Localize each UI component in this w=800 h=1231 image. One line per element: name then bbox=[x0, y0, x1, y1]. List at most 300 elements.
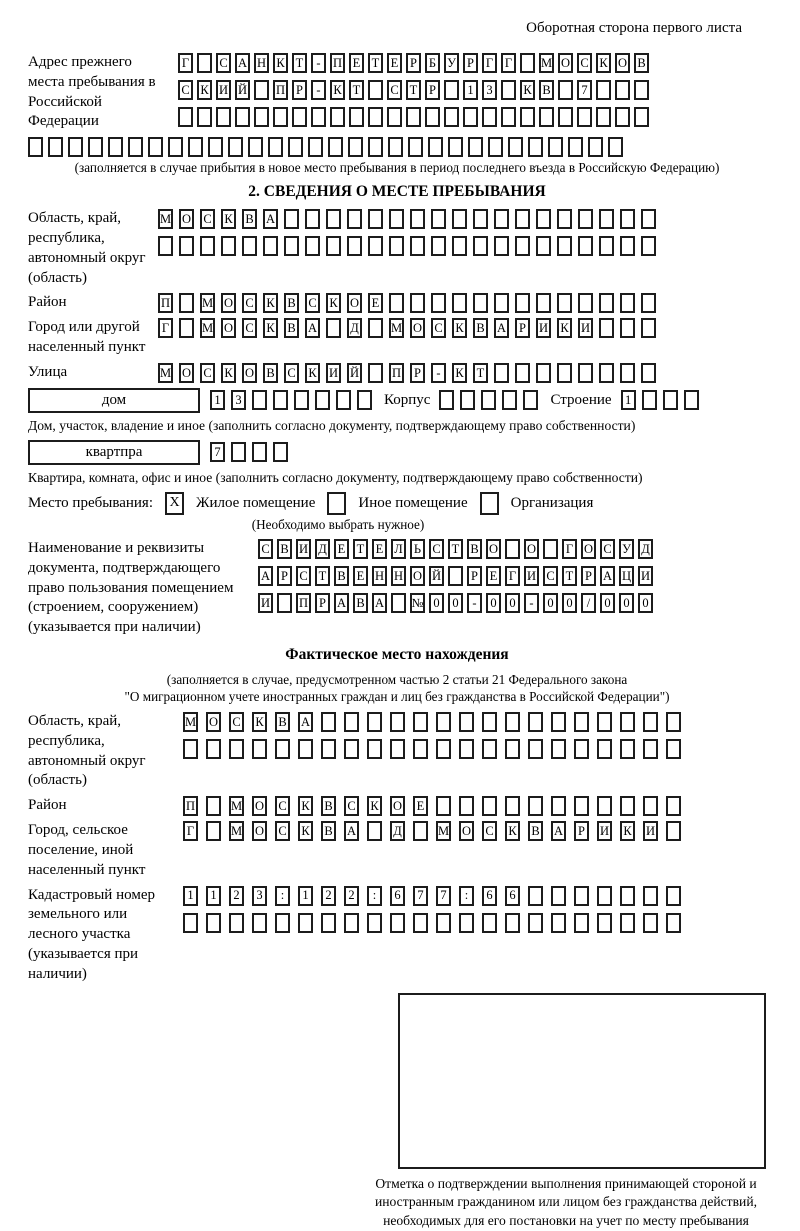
char-box[interactable] bbox=[551, 739, 566, 759]
char-box[interactable]: А bbox=[298, 712, 313, 732]
char-box[interactable] bbox=[578, 209, 593, 229]
char-box[interactable]: С bbox=[275, 821, 290, 841]
char-box[interactable] bbox=[620, 739, 635, 759]
char-box[interactable] bbox=[615, 107, 630, 127]
char-box[interactable] bbox=[311, 107, 326, 127]
char-box[interactable] bbox=[520, 107, 535, 127]
char-box[interactable]: Й bbox=[429, 566, 444, 586]
char-box[interactable] bbox=[292, 107, 307, 127]
char-box[interactable]: № bbox=[410, 593, 425, 613]
char-box[interactable] bbox=[459, 796, 474, 816]
char-box[interactable] bbox=[666, 886, 681, 906]
char-box[interactable] bbox=[597, 739, 612, 759]
char-box[interactable]: 0 bbox=[448, 593, 463, 613]
char-box[interactable] bbox=[505, 539, 520, 559]
char-box[interactable]: Т bbox=[562, 566, 577, 586]
char-box[interactable]: Ц bbox=[619, 566, 634, 586]
char-box[interactable]: К bbox=[620, 821, 635, 841]
char-box[interactable] bbox=[666, 913, 681, 933]
char-box[interactable] bbox=[460, 390, 475, 410]
char-box[interactable] bbox=[389, 209, 404, 229]
char-box[interactable]: И bbox=[326, 363, 341, 383]
char-box[interactable] bbox=[574, 886, 589, 906]
char-box[interactable] bbox=[367, 821, 382, 841]
char-box[interactable]: И bbox=[296, 539, 311, 559]
char-box[interactable] bbox=[596, 80, 611, 100]
char-box[interactable] bbox=[390, 739, 405, 759]
char-box[interactable]: И bbox=[216, 80, 231, 100]
char-box[interactable] bbox=[505, 712, 520, 732]
char-box[interactable] bbox=[387, 107, 402, 127]
char-box[interactable]: Е bbox=[353, 566, 368, 586]
char-box[interactable]: : bbox=[275, 886, 290, 906]
char-box[interactable]: К bbox=[367, 796, 382, 816]
char-box[interactable] bbox=[528, 739, 543, 759]
char-box[interactable] bbox=[597, 886, 612, 906]
char-box[interactable] bbox=[599, 318, 614, 338]
char-box[interactable] bbox=[551, 913, 566, 933]
char-box[interactable]: И bbox=[597, 821, 612, 841]
char-box[interactable] bbox=[482, 712, 497, 732]
char-box[interactable]: О bbox=[252, 796, 267, 816]
char-box[interactable]: 0 bbox=[486, 593, 501, 613]
char-box[interactable]: О bbox=[558, 53, 573, 73]
char-box[interactable] bbox=[444, 107, 459, 127]
char-box[interactable]: 1 bbox=[621, 390, 636, 410]
char-box[interactable]: О bbox=[179, 209, 194, 229]
char-box[interactable]: В bbox=[473, 318, 488, 338]
char-box[interactable]: Е bbox=[413, 796, 428, 816]
char-box[interactable]: Н bbox=[372, 566, 387, 586]
char-box[interactable] bbox=[413, 712, 428, 732]
char-box[interactable]: 0 bbox=[429, 593, 444, 613]
char-box[interactable] bbox=[578, 363, 593, 383]
char-box[interactable] bbox=[574, 913, 589, 933]
char-box[interactable]: 7 bbox=[577, 80, 592, 100]
char-box[interactable] bbox=[641, 209, 656, 229]
char-box[interactable] bbox=[344, 739, 359, 759]
char-box[interactable]: В bbox=[321, 796, 336, 816]
char-box[interactable] bbox=[684, 390, 699, 410]
char-box[interactable] bbox=[551, 886, 566, 906]
char-box[interactable]: К bbox=[330, 80, 345, 100]
char-box[interactable]: И bbox=[578, 318, 593, 338]
char-box[interactable] bbox=[431, 209, 446, 229]
char-box[interactable]: С bbox=[242, 318, 257, 338]
char-box[interactable]: И bbox=[638, 566, 653, 586]
char-box[interactable]: С bbox=[229, 712, 244, 732]
char-box[interactable]: П bbox=[273, 80, 288, 100]
char-box[interactable] bbox=[577, 107, 592, 127]
char-box[interactable] bbox=[528, 886, 543, 906]
char-box[interactable]: Д bbox=[638, 539, 653, 559]
char-box[interactable]: С bbox=[431, 318, 446, 338]
char-box[interactable]: А bbox=[372, 593, 387, 613]
char-box[interactable] bbox=[321, 712, 336, 732]
char-box[interactable]: 1 bbox=[298, 886, 313, 906]
char-box[interactable] bbox=[641, 318, 656, 338]
char-box[interactable]: С bbox=[200, 363, 215, 383]
char-box[interactable]: О bbox=[410, 318, 425, 338]
char-box[interactable] bbox=[459, 739, 474, 759]
char-box[interactable]: Р bbox=[315, 593, 330, 613]
char-box[interactable]: С bbox=[216, 53, 231, 73]
char-box[interactable]: У bbox=[619, 539, 634, 559]
char-box[interactable]: 0 bbox=[543, 593, 558, 613]
char-box[interactable]: Д bbox=[390, 821, 405, 841]
char-box[interactable]: С bbox=[178, 80, 193, 100]
char-box[interactable] bbox=[179, 318, 194, 338]
char-box[interactable]: М bbox=[158, 363, 173, 383]
char-box[interactable] bbox=[599, 236, 614, 256]
char-box[interactable]: 6 bbox=[482, 886, 497, 906]
char-box[interactable] bbox=[620, 363, 635, 383]
char-box[interactable]: Т bbox=[353, 539, 368, 559]
char-box[interactable] bbox=[468, 137, 483, 157]
char-box[interactable] bbox=[389, 236, 404, 256]
char-box[interactable] bbox=[252, 913, 267, 933]
char-box[interactable]: О bbox=[486, 539, 501, 559]
char-box[interactable] bbox=[108, 137, 123, 157]
char-box[interactable] bbox=[48, 137, 63, 157]
char-box[interactable]: О bbox=[615, 53, 630, 73]
char-box[interactable] bbox=[452, 209, 467, 229]
char-box[interactable]: С bbox=[387, 80, 402, 100]
char-box[interactable]: В bbox=[284, 318, 299, 338]
char-box[interactable]: П bbox=[296, 593, 311, 613]
char-box[interactable] bbox=[328, 137, 343, 157]
char-box[interactable] bbox=[505, 796, 520, 816]
char-box[interactable]: О bbox=[242, 363, 257, 383]
char-box[interactable]: К bbox=[298, 796, 313, 816]
char-box[interactable]: Т bbox=[315, 566, 330, 586]
char-box[interactable] bbox=[663, 390, 678, 410]
char-box[interactable] bbox=[515, 293, 530, 313]
char-box[interactable] bbox=[568, 137, 583, 157]
char-box[interactable] bbox=[206, 913, 221, 933]
char-box[interactable] bbox=[459, 712, 474, 732]
char-box[interactable] bbox=[298, 913, 313, 933]
char-box[interactable]: С bbox=[275, 796, 290, 816]
char-box[interactable] bbox=[368, 137, 383, 157]
char-box[interactable] bbox=[252, 739, 267, 759]
checkbox-inoe[interactable] bbox=[327, 492, 346, 515]
char-box[interactable]: 1 bbox=[210, 390, 225, 410]
char-box[interactable]: П bbox=[330, 53, 345, 73]
char-box[interactable] bbox=[298, 739, 313, 759]
char-box[interactable] bbox=[482, 796, 497, 816]
char-box[interactable]: Л bbox=[391, 539, 406, 559]
checkbox-organizatsiya[interactable] bbox=[480, 492, 499, 515]
char-box[interactable] bbox=[391, 593, 406, 613]
char-box[interactable]: Т bbox=[292, 53, 307, 73]
char-box[interactable]: А bbox=[305, 318, 320, 338]
char-box[interactable] bbox=[620, 209, 635, 229]
char-box[interactable] bbox=[557, 236, 572, 256]
char-box[interactable] bbox=[367, 913, 382, 933]
char-box[interactable] bbox=[588, 137, 603, 157]
char-box[interactable] bbox=[536, 293, 551, 313]
char-box[interactable] bbox=[508, 137, 523, 157]
char-box[interactable]: С bbox=[344, 796, 359, 816]
char-box[interactable]: 3 bbox=[231, 390, 246, 410]
char-box[interactable] bbox=[482, 739, 497, 759]
char-box[interactable] bbox=[620, 886, 635, 906]
char-box[interactable] bbox=[473, 209, 488, 229]
char-box[interactable]: Г bbox=[178, 53, 193, 73]
char-box[interactable]: С bbox=[258, 539, 273, 559]
char-box[interactable] bbox=[482, 913, 497, 933]
char-box[interactable] bbox=[597, 712, 612, 732]
char-box[interactable] bbox=[436, 796, 451, 816]
char-box[interactable] bbox=[288, 137, 303, 157]
house-type-box[interactable]: дом bbox=[28, 388, 200, 413]
char-box[interactable] bbox=[620, 712, 635, 732]
char-box[interactable] bbox=[551, 712, 566, 732]
char-box[interactable] bbox=[543, 539, 558, 559]
char-box[interactable] bbox=[643, 913, 658, 933]
char-box[interactable]: О bbox=[221, 318, 236, 338]
char-box[interactable]: В bbox=[275, 712, 290, 732]
char-box[interactable]: О bbox=[390, 796, 405, 816]
char-box[interactable] bbox=[390, 913, 405, 933]
char-box[interactable] bbox=[641, 363, 656, 383]
char-box[interactable]: В bbox=[263, 363, 278, 383]
char-box[interactable] bbox=[431, 236, 446, 256]
char-box[interactable] bbox=[643, 796, 658, 816]
char-box[interactable] bbox=[235, 107, 250, 127]
char-box[interactable] bbox=[515, 236, 530, 256]
char-box[interactable] bbox=[197, 53, 212, 73]
char-box[interactable]: Р bbox=[467, 566, 482, 586]
char-box[interactable]: Р bbox=[410, 363, 425, 383]
char-box[interactable] bbox=[242, 236, 257, 256]
char-box[interactable] bbox=[599, 363, 614, 383]
char-box[interactable] bbox=[448, 566, 463, 586]
char-box[interactable] bbox=[178, 107, 193, 127]
char-box[interactable] bbox=[347, 209, 362, 229]
char-box[interactable]: Е bbox=[372, 539, 387, 559]
char-box[interactable] bbox=[254, 107, 269, 127]
char-box[interactable]: Е bbox=[486, 566, 501, 586]
char-box[interactable]: А bbox=[600, 566, 615, 586]
char-box[interactable] bbox=[444, 80, 459, 100]
char-box[interactable] bbox=[548, 137, 563, 157]
char-box[interactable]: Т bbox=[448, 539, 463, 559]
char-box[interactable] bbox=[666, 712, 681, 732]
char-box[interactable] bbox=[183, 913, 198, 933]
char-box[interactable]: 2 bbox=[229, 886, 244, 906]
char-box[interactable]: О bbox=[252, 821, 267, 841]
char-box[interactable] bbox=[368, 209, 383, 229]
char-box[interactable]: И bbox=[524, 566, 539, 586]
char-box[interactable]: - bbox=[311, 80, 326, 100]
char-box[interactable] bbox=[248, 137, 263, 157]
char-box[interactable] bbox=[368, 363, 383, 383]
char-box[interactable] bbox=[308, 137, 323, 157]
char-box[interactable] bbox=[128, 137, 143, 157]
char-box[interactable] bbox=[315, 390, 330, 410]
char-box[interactable]: М bbox=[229, 821, 244, 841]
char-box[interactable]: Т bbox=[349, 80, 364, 100]
char-box[interactable] bbox=[368, 236, 383, 256]
char-box[interactable] bbox=[620, 236, 635, 256]
char-box[interactable] bbox=[183, 739, 198, 759]
char-box[interactable] bbox=[408, 137, 423, 157]
char-box[interactable] bbox=[523, 390, 538, 410]
char-box[interactable]: К bbox=[221, 209, 236, 229]
char-box[interactable] bbox=[148, 137, 163, 157]
char-box[interactable] bbox=[284, 209, 299, 229]
char-box[interactable]: Р bbox=[515, 318, 530, 338]
char-box[interactable] bbox=[452, 236, 467, 256]
char-box[interactable]: Р bbox=[292, 80, 307, 100]
char-box[interactable] bbox=[273, 107, 288, 127]
char-box[interactable] bbox=[200, 236, 215, 256]
char-box[interactable] bbox=[28, 137, 43, 157]
char-box[interactable]: Р bbox=[574, 821, 589, 841]
char-box[interactable]: М bbox=[183, 712, 198, 732]
char-box[interactable]: В bbox=[539, 80, 554, 100]
char-box[interactable]: П bbox=[389, 363, 404, 383]
char-box[interactable]: В bbox=[353, 593, 368, 613]
char-box[interactable]: К bbox=[326, 293, 341, 313]
char-box[interactable]: 0 bbox=[619, 593, 634, 613]
char-box[interactable]: Е bbox=[334, 539, 349, 559]
char-box[interactable]: С bbox=[200, 209, 215, 229]
char-box[interactable] bbox=[528, 137, 543, 157]
char-box[interactable]: 1 bbox=[463, 80, 478, 100]
char-box[interactable] bbox=[406, 107, 421, 127]
char-box[interactable] bbox=[197, 107, 212, 127]
char-box[interactable]: О bbox=[221, 293, 236, 313]
char-box[interactable]: О bbox=[206, 712, 221, 732]
char-box[interactable] bbox=[528, 712, 543, 732]
char-box[interactable] bbox=[620, 796, 635, 816]
char-box[interactable]: 6 bbox=[390, 886, 405, 906]
char-box[interactable]: С bbox=[305, 293, 320, 313]
char-box[interactable]: Г bbox=[183, 821, 198, 841]
char-box[interactable] bbox=[505, 739, 520, 759]
char-box[interactable] bbox=[574, 712, 589, 732]
char-box[interactable] bbox=[642, 390, 657, 410]
char-box[interactable] bbox=[578, 236, 593, 256]
char-box[interactable]: В bbox=[334, 566, 349, 586]
char-box[interactable]: М bbox=[436, 821, 451, 841]
char-box[interactable] bbox=[439, 390, 454, 410]
char-box[interactable] bbox=[206, 821, 221, 841]
char-box[interactable] bbox=[558, 80, 573, 100]
char-box[interactable] bbox=[413, 821, 428, 841]
char-box[interactable] bbox=[228, 137, 243, 157]
char-box[interactable]: О bbox=[459, 821, 474, 841]
char-box[interactable]: / bbox=[581, 593, 596, 613]
char-box[interactable] bbox=[528, 913, 543, 933]
char-box[interactable] bbox=[410, 293, 425, 313]
char-box[interactable] bbox=[557, 209, 572, 229]
char-box[interactable]: Н bbox=[254, 53, 269, 73]
char-box[interactable] bbox=[229, 913, 244, 933]
char-box[interactable]: О bbox=[347, 293, 362, 313]
char-box[interactable]: В bbox=[634, 53, 649, 73]
char-box[interactable]: К bbox=[520, 80, 535, 100]
char-box[interactable] bbox=[326, 236, 341, 256]
char-box[interactable] bbox=[179, 293, 194, 313]
char-box[interactable]: П bbox=[183, 796, 198, 816]
char-box[interactable]: К bbox=[252, 712, 267, 732]
char-box[interactable] bbox=[597, 796, 612, 816]
char-box[interactable] bbox=[436, 712, 451, 732]
char-box[interactable] bbox=[501, 80, 516, 100]
char-box[interactable]: 6 bbox=[505, 886, 520, 906]
char-box[interactable]: 2 bbox=[321, 886, 336, 906]
char-box[interactable] bbox=[413, 739, 428, 759]
char-box[interactable]: Г bbox=[505, 566, 520, 586]
checkbox-zhiloe[interactable]: X bbox=[165, 492, 184, 515]
char-box[interactable] bbox=[206, 739, 221, 759]
char-box[interactable] bbox=[179, 236, 194, 256]
char-box[interactable] bbox=[515, 209, 530, 229]
char-box[interactable] bbox=[574, 796, 589, 816]
char-box[interactable] bbox=[494, 209, 509, 229]
char-box[interactable] bbox=[321, 739, 336, 759]
char-box[interactable]: О bbox=[524, 539, 539, 559]
char-box[interactable]: Г bbox=[158, 318, 173, 338]
char-box[interactable] bbox=[666, 821, 681, 841]
char-box[interactable] bbox=[515, 363, 530, 383]
char-box[interactable] bbox=[268, 137, 283, 157]
char-box[interactable] bbox=[413, 913, 428, 933]
char-box[interactable] bbox=[158, 236, 173, 256]
char-box[interactable]: В bbox=[284, 293, 299, 313]
char-box[interactable] bbox=[348, 137, 363, 157]
char-box[interactable] bbox=[641, 293, 656, 313]
char-box[interactable]: М bbox=[200, 318, 215, 338]
char-box[interactable]: С bbox=[600, 539, 615, 559]
char-box[interactable] bbox=[578, 293, 593, 313]
char-box[interactable] bbox=[615, 80, 630, 100]
char-box[interactable]: 0 bbox=[600, 593, 615, 613]
char-box[interactable] bbox=[620, 318, 635, 338]
char-box[interactable]: Г bbox=[482, 53, 497, 73]
char-box[interactable]: 0 bbox=[505, 593, 520, 613]
char-box[interactable]: Ь bbox=[410, 539, 425, 559]
apartment-type-box[interactable]: квартпра bbox=[28, 440, 200, 465]
char-box[interactable]: О bbox=[179, 363, 194, 383]
char-box[interactable]: И bbox=[536, 318, 551, 338]
char-box[interactable] bbox=[368, 318, 383, 338]
char-box[interactable] bbox=[599, 293, 614, 313]
char-box[interactable] bbox=[452, 293, 467, 313]
char-box[interactable]: Й bbox=[235, 80, 250, 100]
char-box[interactable]: 7 bbox=[210, 442, 225, 462]
char-box[interactable]: 1 bbox=[206, 886, 221, 906]
char-box[interactable]: 0 bbox=[562, 593, 577, 613]
char-box[interactable]: Г bbox=[501, 53, 516, 73]
char-box[interactable]: 7 bbox=[436, 886, 451, 906]
char-box[interactable]: Р bbox=[425, 80, 440, 100]
char-box[interactable]: К bbox=[273, 53, 288, 73]
char-box[interactable] bbox=[557, 293, 572, 313]
char-box[interactable] bbox=[666, 796, 681, 816]
char-box[interactable] bbox=[252, 390, 267, 410]
char-box[interactable] bbox=[620, 913, 635, 933]
char-box[interactable] bbox=[473, 236, 488, 256]
char-box[interactable] bbox=[643, 712, 658, 732]
char-box[interactable] bbox=[494, 293, 509, 313]
char-box[interactable] bbox=[536, 236, 551, 256]
char-box[interactable]: Д bbox=[315, 539, 330, 559]
